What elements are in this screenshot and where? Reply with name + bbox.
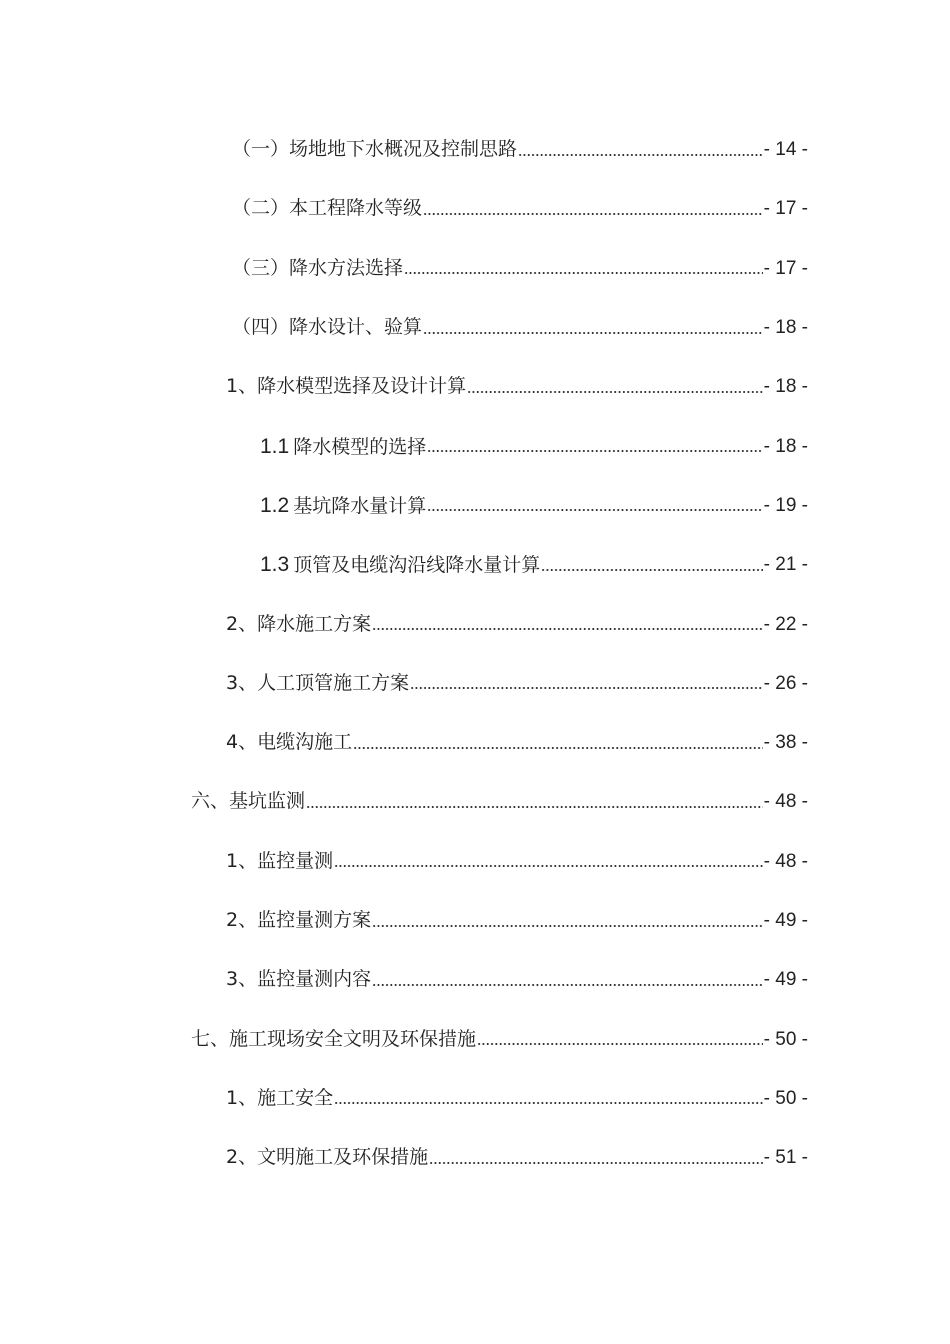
toc-entry-page-number: - 17 - — [763, 257, 808, 279]
toc-entry-text: 顶管及电缆沟沿线降水量计算 — [293, 554, 541, 577]
toc-entry-text: （三）降水方法选择 — [232, 256, 404, 279]
toc-entry-text: 2、监控量测方案 — [226, 909, 372, 931]
toc-entry-text: 3、人工顶管施工方案 — [226, 671, 410, 694]
toc-entry-text: （四）降水设计、验算 — [232, 316, 423, 339]
dot-leader — [427, 448, 762, 454]
dot-leader — [334, 1100, 763, 1106]
toc-entry[interactable] — [0, 535, 950, 594]
toc-entry[interactable] — [0, 654, 950, 713]
toc-entry-page-number: - 26 - — [763, 672, 808, 694]
toc-entry-title — [260, 554, 540, 575]
dot-leader — [353, 745, 763, 751]
toc-entry[interactable] — [0, 772, 950, 831]
toc-entry-text: 1、降水模型选择及设计计算 — [226, 375, 467, 398]
toc-entry-page-number: - 38 - — [763, 732, 808, 754]
toc-entry-page-number: - 22 - — [763, 613, 808, 635]
dot-leader — [427, 507, 762, 513]
toc-entry-page-number: - 19 - — [763, 494, 808, 516]
toc-entry-title — [260, 436, 426, 457]
dot-leader — [423, 211, 763, 217]
dot-leader — [372, 982, 763, 988]
toc-entry-text: 2、文明施工及环保措施 — [226, 1146, 429, 1169]
toc-entry-number: 1.3 — [260, 553, 290, 577]
toc-entry-text: （一）场地地下水概况及控制思路 — [232, 138, 518, 161]
toc-entry[interactable] — [0, 298, 950, 357]
toc-entry-title — [226, 612, 372, 635]
toc-entry-text: 1、施工安全 — [226, 1086, 334, 1109]
dot-leader — [518, 152, 763, 158]
toc-entry[interactable] — [0, 1128, 950, 1187]
dot-leader — [404, 270, 763, 276]
toc-entry-page-number: - 50 - — [763, 1087, 808, 1109]
toc-entry-text: 六、基坑监测 — [191, 790, 306, 813]
dot-leader — [372, 626, 763, 632]
toc-entry-page-number: - 49 - — [763, 910, 808, 931]
toc-entry-text: 降水模型的选择 — [293, 435, 427, 458]
toc-entry-text: 4、电缆沟施工 — [226, 731, 353, 754]
toc-entry-title — [226, 911, 371, 930]
dot-leader — [541, 567, 762, 573]
toc-entry-title — [226, 970, 371, 989]
toc-entry-title — [226, 733, 352, 752]
toc-entry-page-number: - 48 - — [763, 791, 808, 813]
toc-entry[interactable] — [0, 891, 950, 950]
table-of-contents — [0, 120, 950, 1187]
toc-entry-text: 七、施工现场安全文明及环保措施 — [191, 1027, 477, 1050]
toc-entry-page-number: - 50 - — [763, 1028, 808, 1050]
toc-entry-page-number: - 21 - — [763, 554, 808, 576]
toc-entry-page-number: - 18 - — [763, 435, 808, 457]
dot-leader — [429, 1160, 763, 1166]
toc-entry-title — [232, 256, 404, 279]
toc-entry[interactable] — [0, 357, 950, 416]
toc-entry[interactable] — [0, 416, 950, 475]
toc-entry-title — [191, 792, 305, 811]
toc-entry-title — [260, 495, 426, 516]
toc-entry-text: （二）本工程降水等级 — [232, 197, 423, 220]
toc-entry-text: 2、降水施工方案 — [226, 612, 372, 635]
toc-entry[interactable] — [0, 476, 950, 535]
toc-entry-text: 1、监控量测 — [226, 849, 334, 872]
toc-entry-title — [226, 1148, 428, 1167]
toc-entry-page-number: - 18 - — [763, 317, 808, 339]
dot-leader — [306, 804, 763, 810]
toc-entry-title — [191, 1027, 477, 1050]
toc-entry-page-number: - 14 - — [763, 139, 808, 161]
dot-leader — [477, 1041, 763, 1047]
dot-leader — [423, 330, 763, 336]
toc-entry[interactable] — [0, 832, 950, 891]
toc-entry[interactable] — [0, 594, 950, 653]
toc-entry[interactable] — [0, 239, 950, 298]
toc-entry-page-number: - 51 - — [763, 1147, 808, 1169]
toc-entry-title — [232, 318, 422, 337]
toc-entry-page-number: - 49 - — [763, 969, 808, 991]
toc-entry[interactable] — [0, 179, 950, 238]
toc-entry[interactable] — [0, 120, 950, 179]
dot-leader — [334, 863, 763, 869]
toc-entry[interactable] — [0, 1009, 950, 1068]
toc-entry-page-number: - 17 - — [763, 198, 808, 220]
toc-entry[interactable] — [0, 950, 950, 1009]
toc-entry[interactable] — [0, 713, 950, 772]
toc-entry-title — [226, 849, 334, 872]
toc-entry-page-number: - 18 - — [763, 376, 808, 398]
toc-entry-page-number: - 48 - — [763, 850, 808, 872]
toc-entry-title — [226, 377, 466, 396]
toc-entry-text: 基坑降水量计算 — [293, 494, 427, 517]
dot-leader — [372, 923, 763, 929]
toc-entry-title — [232, 199, 422, 218]
toc-entry-title — [232, 140, 517, 159]
toc-entry[interactable] — [0, 1069, 950, 1128]
toc-entry-title — [226, 1086, 334, 1109]
toc-entry-title — [226, 671, 410, 694]
toc-entry-text: 3、监控量测内容 — [226, 968, 372, 991]
toc-entry-number: 1.2 — [260, 493, 290, 517]
dot-leader — [410, 685, 763, 691]
dot-leader — [467, 389, 763, 395]
toc-entry-number: 1.1 — [260, 434, 290, 458]
